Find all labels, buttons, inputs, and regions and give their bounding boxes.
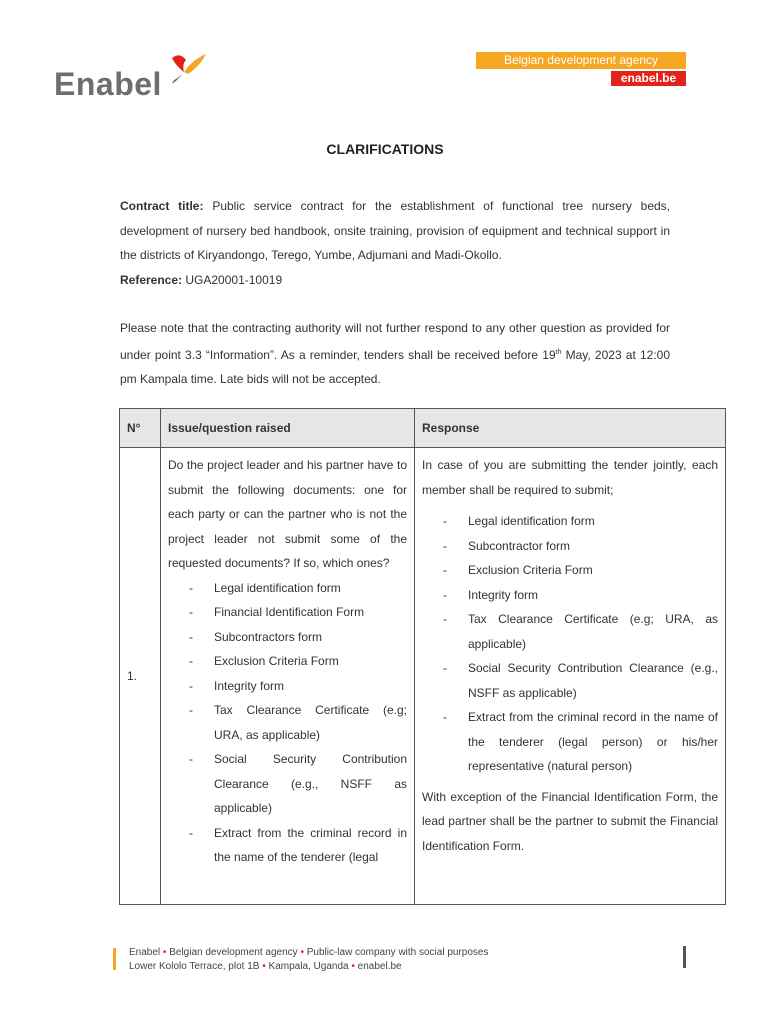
list-item: - Subcontractor form (422, 534, 718, 559)
footer-text: Belgian development agency (169, 947, 298, 958)
footer-divider (683, 946, 686, 968)
bullet-icon: • (351, 961, 355, 972)
document-title: CLARIFICATIONS (326, 141, 444, 157)
footer-text: Enabel (129, 947, 161, 958)
bullet-icon: • (162, 947, 167, 958)
logo-text: Enabel (54, 66, 162, 102)
header-question: Issue/question raised (161, 409, 415, 448)
question-cell (161, 448, 415, 905)
list-item: - Social Security Contribution Clearance (e.g., NSFF as applicable) (168, 747, 407, 821)
list-item: - Integrity form (168, 674, 407, 699)
clarifications-table (119, 408, 726, 905)
list-item: - Tax Clearance Certificate (e.g; URA, as applicable) (168, 698, 407, 747)
table-row (120, 448, 726, 905)
footer-accent-bar (113, 948, 116, 970)
list-item: - Legal identification form (168, 576, 407, 601)
footer-text: Public-law company with social purposes (306, 947, 489, 958)
header-number: N° (120, 409, 161, 448)
enabel-logo (54, 50, 214, 102)
response-after: With exception of the Financial Identification Form, the lead partner shall be the partner to submit the Financial Identification Form. (422, 789, 718, 853)
list-item: - Legal identification form (422, 509, 718, 534)
list-item: - Exclusion Criteria Form (168, 649, 407, 674)
question-list (168, 576, 407, 870)
response-list (422, 509, 718, 779)
notice-text-before: Please note that the contracting authority will not further respond to any other question as provided for under point 3.3 “Information”. As a reminder, tenders shall be received before 19 (120, 321, 670, 362)
contract-label: Contract title: (120, 199, 204, 213)
footer-text: Lower Kololo Terrace, plot 1B (129, 961, 260, 972)
contract-text: Public service contract for the establishment of functional tree nursery beds, development of nursery bed handbook, onsite training, provision of equipment and technical support in the districts of Kiryandongo, Terego, Yumbe, Adjumani and Madi-Okollo. (120, 199, 670, 262)
header-response: Response (415, 409, 726, 448)
list-item: - Extract from the criminal record in the name of the tenderer (legal person) or his/her representative (natural person) (422, 705, 718, 779)
reference-label: Reference: (120, 272, 183, 287)
site-label: enabel.be (611, 71, 686, 86)
notice-superscript: th (555, 348, 562, 356)
bullet-icon: • (300, 947, 304, 958)
list-item: - Extract from the criminal record in the name of the tenderer (legal (168, 821, 407, 870)
list-item: - Financial Identification Form (168, 600, 407, 625)
response-cell (415, 448, 726, 905)
footer-text: Kampala, Uganda (268, 961, 349, 972)
bullet-icon: • (262, 961, 266, 972)
question-text: Do the project leader and his partner have to submit the following documents: one for each party or can the partner who is not the project leader not submit some of the requested documents? If so, which ones? (168, 458, 407, 570)
footer-line-2 (129, 960, 488, 974)
footer-text: enabel.be (357, 961, 402, 972)
list-item: - Subcontractors form (168, 625, 407, 650)
contract-intro (120, 194, 670, 292)
list-item: - Tax Clearance Certificate (e.g; URA, as applicable) (422, 607, 718, 656)
notice-paragraph (120, 316, 670, 392)
notice-text-after: May, 2023 at 12:00 pm Kampala time. Late bids will not be accepted. (120, 347, 670, 386)
list-item: - Integrity form (422, 583, 718, 608)
list-item: - Social Security Contribution Clearance (e.g., NSFF as applicable) (422, 656, 718, 705)
response-intro: In case of you are submitting the tender jointly, each member shall be required to submit; (422, 458, 718, 497)
footer-line-1 (129, 946, 488, 960)
bird-logo-icon (162, 50, 208, 86)
table-header-row (120, 409, 726, 448)
list-item: - Exclusion Criteria Form (422, 558, 718, 583)
row-number: 1. (120, 448, 161, 905)
reference-value: UGA20001-10019 (185, 272, 283, 287)
agency-label: Belgian development agency (476, 52, 686, 69)
page-footer (129, 946, 488, 974)
